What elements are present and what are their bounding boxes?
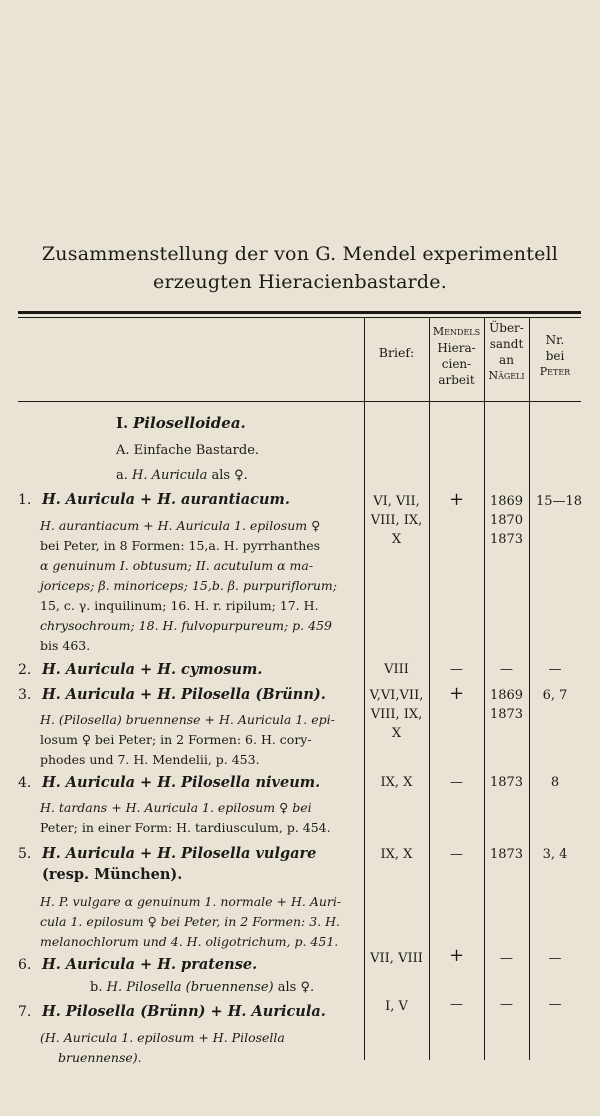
header-nr-line-3: Peter — [539, 365, 571, 378]
subsection-b — [90, 978, 314, 997]
entry-6-naegeli: — — [500, 951, 513, 966]
header-nr-peter — [529, 332, 581, 380]
entry-3-naegeli-1: 1869 — [489, 688, 524, 703]
entry-5-mendel: — — [450, 847, 463, 862]
entry-4-mendel: — — [450, 775, 463, 790]
entry-1-brief — [364, 492, 429, 549]
entry-4-naegeli: 1873 — [489, 775, 524, 790]
entry-3-naegeli — [484, 686, 529, 724]
entry-7-brief: I, V — [385, 999, 408, 1014]
entry-3-desc-2: losum ♀ bei Peter; in 2 Formen: 6. H. cory- — [40, 732, 312, 747]
entry-3-desc-3: phodes und 7. H. Mendelii, p. 453. — [40, 752, 260, 767]
subsection-a: A. Einfache Bastarde. — [116, 443, 260, 458]
entry-1-brief-1: VI, VII, — [373, 494, 420, 509]
entry-4-name: H. Auricula + H. Pilosella niveum. — [42, 774, 321, 791]
header-mendels — [429, 324, 484, 388]
entry-1-name: H. Auricula + H. aurantiacum. — [42, 491, 290, 508]
header-uebersandt — [484, 320, 529, 384]
entry-3-desc-1: H. (Pilosella) bruennense + H. Auricula 1. epi- — [40, 712, 335, 727]
entry-3-naegeli-2: 1873 — [489, 707, 524, 722]
entry-1-naegeli — [484, 492, 529, 549]
entry-5-name-line-2: (resp. München). — [42, 866, 183, 883]
subsection-b-suffix: als ♀. — [277, 980, 315, 995]
entry-4-brief: IX, X — [380, 775, 413, 790]
entry-1-brief-2: VIII, IX, — [370, 513, 423, 528]
table-top-rule-thick — [18, 311, 581, 314]
section-name: Piloselloidea. — [133, 414, 246, 432]
entry-7-desc-1: (H. Auricula 1. epilosum + H. Pilosella — [40, 1030, 285, 1045]
entry-3-name: H. Auricula + H. Pilosella (Brünn). — [42, 686, 326, 703]
header-uebersandt-line-3: an — [499, 353, 514, 367]
entry-5-desc-3: melanochlorum und 4. H. oligotrichum, p. 451. — [40, 934, 339, 949]
entry-5-number: 5. — [18, 846, 32, 862]
page-title-line-2: erzeugten Hieracienbastarde. — [153, 271, 447, 293]
entry-5-naegeli: 1873 — [489, 847, 524, 862]
header-brief: Brief: — [378, 345, 415, 360]
entry-4-number: 4. — [18, 775, 32, 791]
entry-1-desc-2: bei Peter, in 8 Formen: 15,a. H. pyrrhanthes — [40, 538, 321, 553]
table-top-rule-thin — [18, 317, 581, 318]
entry-5-desc-2: cula 1. epilosum ♀ bei Peter, in 2 Formen: 3. H. — [40, 914, 340, 929]
entry-5-brief: IX, X — [380, 847, 413, 862]
entry-3-brief-1: V,VI,VII, — [369, 688, 424, 703]
entry-1-peter: 15—18 — [535, 494, 583, 509]
entry-6-name: H. Auricula + H. pratense. — [42, 956, 258, 973]
header-mendels-line-3: cien- — [441, 357, 472, 371]
entry-6-brief: VII, VIII — [370, 951, 423, 966]
entry-3-peter: 6, 7 — [542, 688, 568, 703]
entry-1-naegeli-3: 1873 — [489, 532, 524, 547]
entry-7-desc-2: bruennense). — [58, 1050, 142, 1065]
entry-1-brief-3: X — [391, 532, 402, 547]
entry-6-number: 6. — [18, 957, 32, 973]
entry-3-brief-2: VIII, IX, — [370, 707, 423, 722]
header-nr-line-2: bei — [545, 349, 565, 363]
entry-1-desc-7: bis 463. — [40, 638, 91, 653]
entry-5-peter: 3, 4 — [542, 847, 568, 862]
header-uebersandt-line-1: Über- — [489, 321, 524, 335]
entry-4-peter: 8 — [550, 775, 560, 790]
subsection-b-letter: b. — [90, 980, 103, 995]
table-header-rule — [18, 401, 581, 402]
header-mendels-line-4: arbeit — [438, 373, 475, 387]
entry-7-peter: — — [548, 997, 562, 1012]
entry-2-mendel: — — [450, 662, 463, 677]
header-uebersandt-line-2: sandt — [489, 337, 524, 351]
entry-2-name: H. Auricula + H. cymosum. — [42, 661, 263, 678]
entry-2-brief: VIII — [384, 662, 409, 677]
entry-5-desc-1: H. P. vulgare α genuinum 1. normale + H. Auri- — [40, 894, 342, 909]
entry-1-mendel: + — [448, 489, 465, 510]
subsection-a-a — [116, 466, 248, 485]
entry-5-name: H. Auricula + H. Pilosella vulgare — [42, 845, 317, 862]
header-uebersandt-line-4: Nägeli — [488, 369, 525, 382]
entry-1-desc-6: chrysochroum; 18. H. fulvopurpureum; p. 459 — [40, 618, 332, 633]
header-mendels-line-1: Mendels — [432, 325, 481, 338]
entry-1-desc-1: H. aurantiacum + H. Auricula 1. epilosum ♀ — [40, 518, 321, 533]
subsection-b-name: H. Pilosella (bruennense) — [106, 980, 274, 995]
subsection-a-a-name: H. Auricula — [132, 468, 208, 483]
entry-4-desc-2: Peter; in einer Form: H. tardiusculum, p. 454. — [40, 820, 331, 835]
page-title-line-1: Zusammenstellung der von G. Mendel experimentell — [41, 243, 559, 265]
header-nr-line-1: Nr. — [545, 333, 565, 347]
entry-1-naegeli-1: 1869 — [489, 494, 524, 509]
entry-1-desc-3: α genuinum I. obtusum; II. acutulum α ma- — [40, 558, 314, 573]
entry-7-mendel: — — [450, 997, 463, 1012]
entry-3-brief-3: X — [391, 726, 402, 741]
entry-1-desc-5: 15, c. γ. inquilinum; 16. H. r. ripilum; 17. H. — [40, 598, 319, 613]
entry-3-number: 3. — [18, 687, 32, 703]
entry-6-mendel: + — [448, 945, 465, 966]
entry-1-number: 1. — [18, 492, 32, 508]
entry-7-naegeli: — — [500, 997, 513, 1012]
entry-1-naegeli-2: 1870 — [489, 513, 524, 528]
entry-7-number: 7. — [18, 1004, 32, 1020]
entry-2-naegeli: — — [500, 662, 513, 677]
entry-3-brief — [364, 686, 429, 743]
subsection-a-a-letter: a. — [116, 468, 128, 483]
entry-6-peter: — — [548, 951, 562, 966]
section-roman: I. — [116, 414, 129, 432]
entry-2-number: 2. — [18, 662, 32, 678]
entry-7-name: H. Pilosella (Brünn) + H. Auricula. — [42, 1003, 326, 1020]
entry-2-peter: — — [548, 662, 562, 677]
header-mendels-line-2: Hiera- — [437, 341, 476, 355]
entry-1-desc-4: joriceps; β. minoriceps; 15,b. β. purpuriflorum; — [40, 578, 337, 593]
subsection-a-a-suffix: als ♀. — [211, 468, 248, 483]
entry-3-mendel: + — [448, 683, 465, 704]
section-heading — [116, 414, 246, 433]
entry-4-desc-1: H. tardans + H. Auricula 1. epilosum ♀ bei — [40, 800, 312, 815]
